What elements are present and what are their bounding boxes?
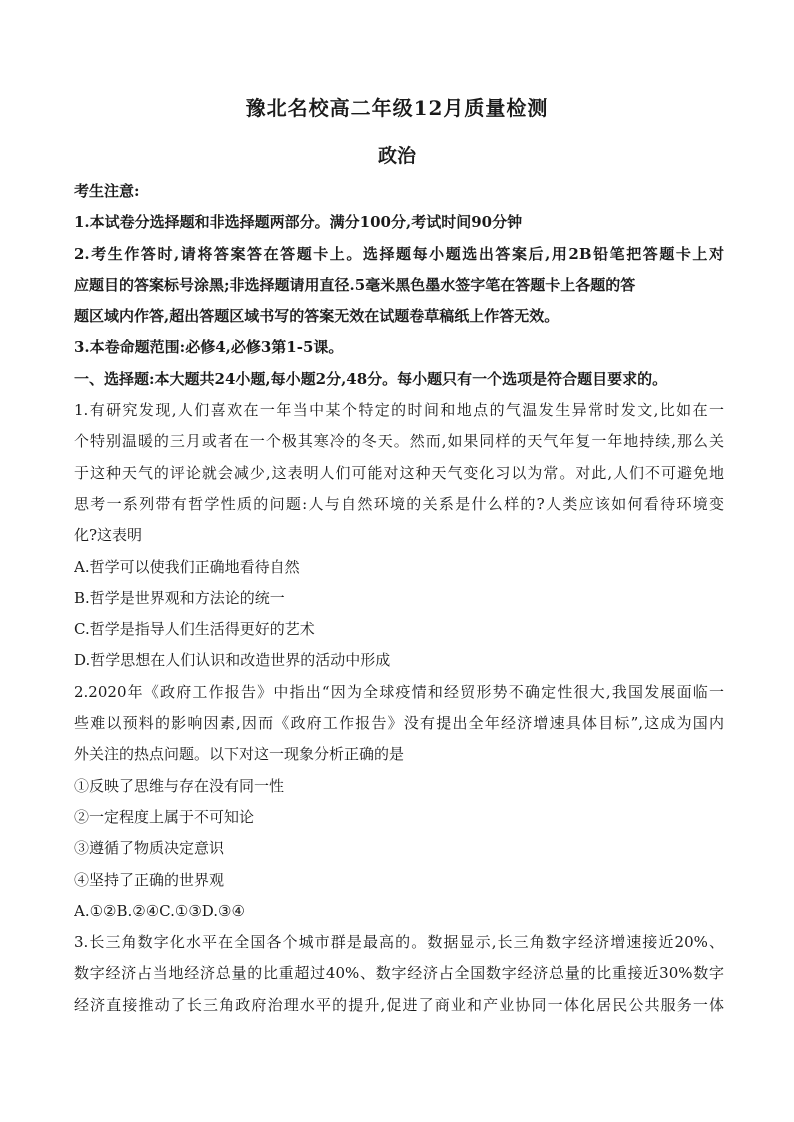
q1-option-b: B.哲学是世界观和方法论的统一 [74, 588, 285, 607]
q2-statement-2: ②一定程度上属于不可知论 [74, 807, 255, 826]
notice-heading: 考生注意: [74, 182, 140, 200]
q2-statement-3: ③遵循了物质决定意识 [74, 839, 225, 858]
q2-stem-line: 些难以预料的影响因素,因而《政府工作报告》没有提出全年经济增速具体目标”,这成为国内 [74, 714, 724, 733]
q2-stem-line: 外关注的热点问题。以下对这一现象分析正确的是 [74, 745, 405, 764]
section-heading: 一、选择题:本大题共24小题,每小题2分,48分。每小题只有一个选项是符合题目要求的。 [74, 369, 668, 388]
q1-option-a: A.哲学可以使我们正确地看待自然 [74, 557, 300, 576]
q1-stem-line: 1.有研究发现,人们喜欢在一年当中某个特定的时间和地点的气温发生异常时发文,比如在一 [74, 401, 724, 420]
exam-content [74, 176, 724, 1021]
q2-stem-line: 2.2020年《政府工作报告》中指出“因为全球疫情和经贸形势不确定性很大,我国发展面临一 [74, 682, 724, 701]
q2-statement-4: ④坚持了正确的世界观 [74, 870, 225, 889]
notice-item: 2.考生作答时,请将答案答在答题卡上。选择题每小题选出答案后,用2B铅笔把答题卡上对 [74, 244, 724, 263]
exam-subject: 政治 [377, 145, 416, 167]
q3-stem-line: 数字经济占当地经济总量的比重超过40%、数字经济占全国数字经济总量的比重接近30%数字 [74, 964, 724, 983]
notice-item: 3.本卷命题范围:必修4,必修3第1-5课。 [74, 338, 344, 357]
q2-statement-1: ①反映了思维与存在没有同一性 [74, 776, 285, 795]
q1-option-d: D.哲学思想在人们认识和改造世界的活动中形成 [74, 651, 391, 670]
q1-stem-line: 思考一系列带有哲学性质的问题:人与自然环境的关系是什么样的?人类应该如何看待环境变 [74, 494, 724, 513]
q1-stem-line: 化?这表明 [74, 526, 143, 545]
q1-stem-line: 个特别温暖的三月或者在一个极其寒冷的冬天。然而,如果同样的天气年复一年地持续,那么关 [74, 432, 724, 451]
q3-stem-line: 经济直接推动了长三角政府治理水平的提升,促进了商业和产业协同一体化居民公共服务一体 [74, 995, 724, 1014]
q2-options: A.①②B.②④C.①③D.③④ [74, 901, 245, 920]
q3-stem-line: 3.长三角数字化水平在全国各个城市群是最高的。数据显示,长三角数字经济增速接近20%、 [74, 933, 724, 952]
exam-title: 豫北名校高二年级12月质量检测 [245, 96, 549, 120]
notice-item: 1.本试卷分选择题和非选择题两部分。满分100分,考试时间90分钟 [74, 213, 523, 232]
notice-item: 题区域内作答,超出答题区域书写的答案无效在试题卷草稿纸上作答无效。 [74, 307, 560, 326]
notice-item: 应题目的答案标号涂黑;非选择题请用直径.5毫米黑色墨水签字笔在答题卡上各题的答 [74, 275, 636, 294]
q1-option-c: C.哲学是指导人们生活得更好的艺术 [74, 620, 315, 639]
q1-stem-line: 于这种天气的评论就会减少,这表明人们可能对这种天气变化习以为常。对此,人们不可避免地 [74, 463, 724, 482]
